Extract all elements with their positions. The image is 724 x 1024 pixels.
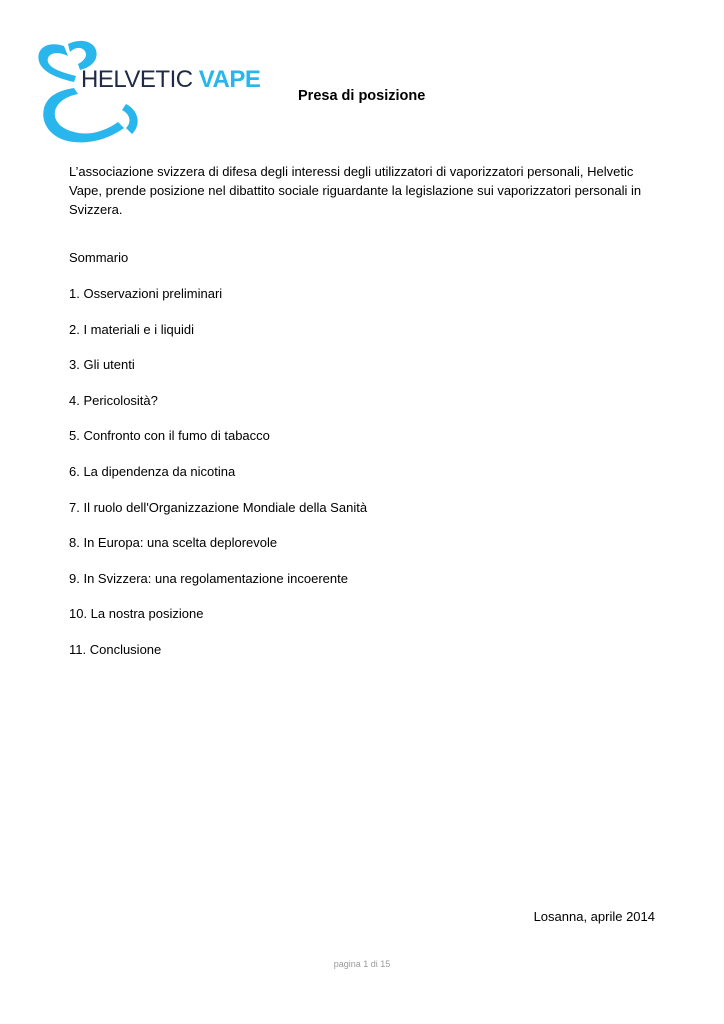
logo-word-helvetic: HELVETIC	[81, 66, 193, 93]
toc-item: 10. La nostra posizione	[69, 606, 204, 622]
place-date: Losanna, aprile 2014	[533, 909, 655, 924]
toc-item: 11. Conclusione	[69, 641, 162, 657]
helvetic-vape-logo	[34, 38, 261, 148]
toc-item: 5. Confronto con il fumo di tabacco	[69, 428, 270, 444]
logo-word-vape: VAPE	[198, 66, 261, 93]
toc-item: 8. In Europa: una scelta deplorevole	[69, 535, 278, 551]
document-title: Presa di posizione	[298, 88, 426, 104]
page-number-footer: pagina 1 di 15	[333, 959, 391, 969]
toc-item: 9. In Svizzera: una regolamentazione incoerente	[69, 570, 348, 586]
logo-wordmark	[81, 66, 260, 94]
toc-item: 7. Il ruolo dell'Organizzazione Mondiale della Sanità	[69, 499, 368, 515]
toc-item: 4. Pericolosità?	[69, 392, 158, 408]
toc-item: 6. La dipendenza da nicotina	[69, 463, 236, 479]
toc-item: 2. I materiali e i liquidi	[69, 321, 194, 337]
toc-heading: Sommario	[69, 250, 129, 265]
toc-item: 3. Gli utenti	[69, 357, 135, 373]
intro-paragraph: L’associazione svizzera di difesa degli interessi degli utilizzatori di vaporizzatori personali, Helvetic Vape, prende posizione nel dibattito sociale riguardante la legislazione sui vaporizzatori personali in Svizzera.	[69, 164, 642, 217]
toc-item: 1. Osservazioni preliminari	[69, 286, 223, 301]
table-of-contents	[69, 285, 367, 677]
